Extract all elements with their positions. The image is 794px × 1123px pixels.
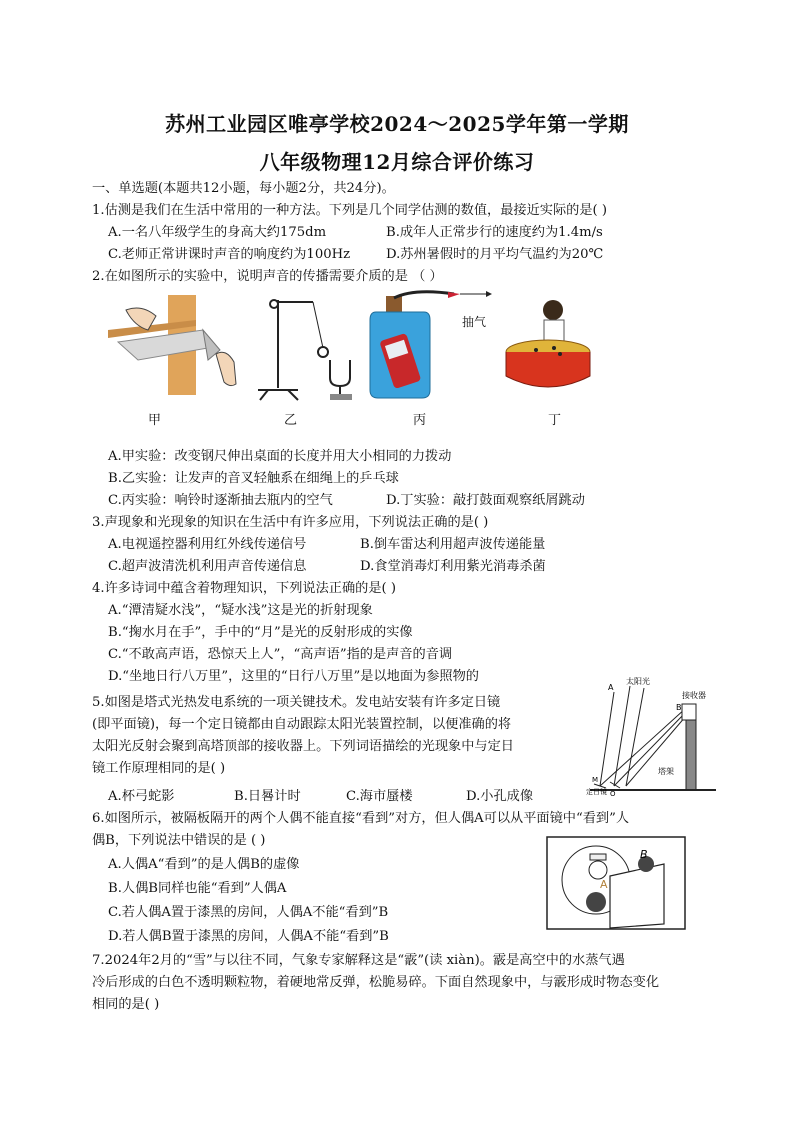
q6-stem-line2: 偶B，下列说法中错误的是 ( ) bbox=[92, 833, 266, 848]
q4-option-d: D.“坐地日行八万里”，这里的“日行八万里”是以地面为参照物的 bbox=[108, 669, 479, 684]
q2-option-b: B.乙实验：让发声的音叉轻触系在细绳上的乒乓球 bbox=[108, 471, 399, 486]
q3-option-c: C.超声波清洗机利用声音传递信息 bbox=[108, 559, 307, 574]
q6-stem-line1: 6.如图所示，被隔板隔开的两个人偶不能直接“看到”对方，但人偶A可以从平面镜中“看到”人 bbox=[92, 811, 630, 826]
q6-fig-label-a: A bbox=[600, 878, 608, 891]
q2-option-c: C.丙实验：响铃时逐渐抽去瓶内的空气 bbox=[108, 493, 333, 508]
q5-fig-label-receiver: 接收器 bbox=[682, 691, 706, 700]
q5-stem-line3: 太阳光反射会聚到高塔顶部的接收器上。下列词语描绘的光现象中与定日 bbox=[92, 739, 514, 754]
q5-option-a: A.杯弓蛇影 bbox=[108, 789, 175, 804]
q5-stem-line4: 镜工作原理相同的是( ) bbox=[92, 761, 226, 776]
exam-title-line2: 八年级物理12月综合评价练习 bbox=[259, 150, 535, 174]
fig-pump-label: 抽气 bbox=[462, 315, 487, 329]
q6-option-b: B.人偶B同样也能“看到”人偶A bbox=[108, 881, 287, 896]
q6-option-d: D.若人偶B置于漆黑的房间，人偶A不能“看到”B bbox=[108, 929, 389, 944]
q6-fig-label-b: B bbox=[640, 848, 648, 861]
q5-option-c: C.海市蜃楼 bbox=[346, 789, 413, 804]
q5-fig-label-a: A bbox=[608, 683, 614, 692]
fig-label-ding: 丁 bbox=[548, 413, 562, 428]
q5-fig-label-sunlight: 太阳光 bbox=[626, 677, 650, 686]
q4-option-a: A.“潭清疑水浅”，“疑水浅”这是光的折射现象 bbox=[108, 603, 373, 618]
q5-fig-label-m: M bbox=[592, 776, 599, 784]
q2-option-d: D.丁实验：敲打鼓面观察纸屑跳动 bbox=[386, 493, 585, 508]
section-heading: 一、单选题(本题共12小题，每小题2分，共24分)。 bbox=[92, 181, 395, 196]
q5-option-d: D.小孔成像 bbox=[466, 789, 534, 804]
q6-option-c: C.若人偶A置于漆黑的房间，人偶A不能“看到”B bbox=[108, 905, 389, 920]
q6-mirror-figure bbox=[546, 836, 686, 930]
q6-option-a: A.人偶A“看到”的是人偶B的虚像 bbox=[108, 857, 300, 872]
q3-option-d: D.食堂消毒灯利用紫光消毒杀菌 bbox=[360, 559, 546, 574]
q2-stem: 2.在如图所示的实验中，说明声音的传播需要介质的是 （ ） bbox=[92, 269, 443, 284]
fig-label-jia: 甲 bbox=[148, 413, 162, 428]
fig-label-bing: 丙 bbox=[413, 413, 427, 428]
fig-label-yi: 乙 bbox=[284, 413, 298, 428]
q1-option-a: A.一名八年级学生的身高大约175dm bbox=[108, 225, 327, 240]
q7-stem-line1: 7.2024年2月的“雪”与以往不同，气象专家解释这是“霰”(读 xiàn)。霰是高空中的水蒸气遇 bbox=[92, 953, 625, 968]
q5-fig-label-mirror: 定日镜 bbox=[586, 788, 607, 796]
q5-stem-line2: (即平面镜)，每一个定日镜都由自动跟踪太阳光装置控制，以便准确的将 bbox=[92, 717, 512, 732]
drum-image bbox=[506, 300, 590, 387]
q5-fig-label-b: B bbox=[676, 703, 682, 712]
q1-option-b: B.成年人正常步行的速度约为1.4m/s bbox=[386, 225, 603, 240]
exam-title-line1: 苏州工业园区唯亭学校2024～2025学年第一学期 bbox=[165, 112, 629, 136]
q4-option-b: B.“掬水月在手”，手中的“月”是光的反射形成的实像 bbox=[108, 625, 413, 640]
q5-fig-label-tower: 塔架 bbox=[658, 767, 674, 776]
q1-option-c: C.老师正常讲课时声音的响度约为100Hz bbox=[108, 247, 351, 262]
ruler-experiment-image bbox=[108, 295, 236, 395]
q7-stem-line3: 相同的是( ) bbox=[92, 997, 160, 1012]
q5-solar-tower-figure bbox=[586, 674, 720, 802]
q2-option-a: A.甲实验：改变钢尺伸出桌面的长度并用大小相同的力拨动 bbox=[108, 449, 452, 464]
q5-fig-label-o: O bbox=[610, 790, 616, 798]
q1-stem: 1.估测是我们在生活中常用的一种方法。下列是几个同学估测的数值，最接近实际的是( ) bbox=[92, 203, 607, 218]
bell-jar-image bbox=[370, 291, 492, 398]
q7-stem-line2: 冷后形成的白色不透明颗粒物，着硬地常反弹，松脆易碎。下面自然现象中，与霰形成时物态变化 bbox=[92, 975, 660, 990]
q3-stem: 3.声现象和光现象的知识在生活中有许多应用，下列说法正确的是( ) bbox=[92, 515, 489, 530]
q5-stem-line1: 5.如图是塔式光热发电系统的一项关键技术。发电站安装有许多定日镜 bbox=[92, 695, 501, 710]
q2-figure bbox=[108, 290, 608, 402]
q3-option-b: B.倒车雷达利用超声波传递能量 bbox=[360, 537, 546, 552]
q4-stem: 4.许多诗词中蕴含着物理知识，下列说法正确的是( ) bbox=[92, 581, 396, 596]
q3-option-a: A.电视遥控器利用红外线传递信号 bbox=[108, 537, 307, 552]
q1-option-d: D.苏州暑假时的月平均气温约为20℃ bbox=[386, 247, 604, 262]
tuning-fork-image bbox=[258, 300, 352, 400]
q4-option-c: C.“不敢高声语，恐惊天上人”，“高声语”指的是声音的音调 bbox=[108, 647, 453, 662]
q5-option-b: B.日晷计时 bbox=[234, 789, 301, 804]
